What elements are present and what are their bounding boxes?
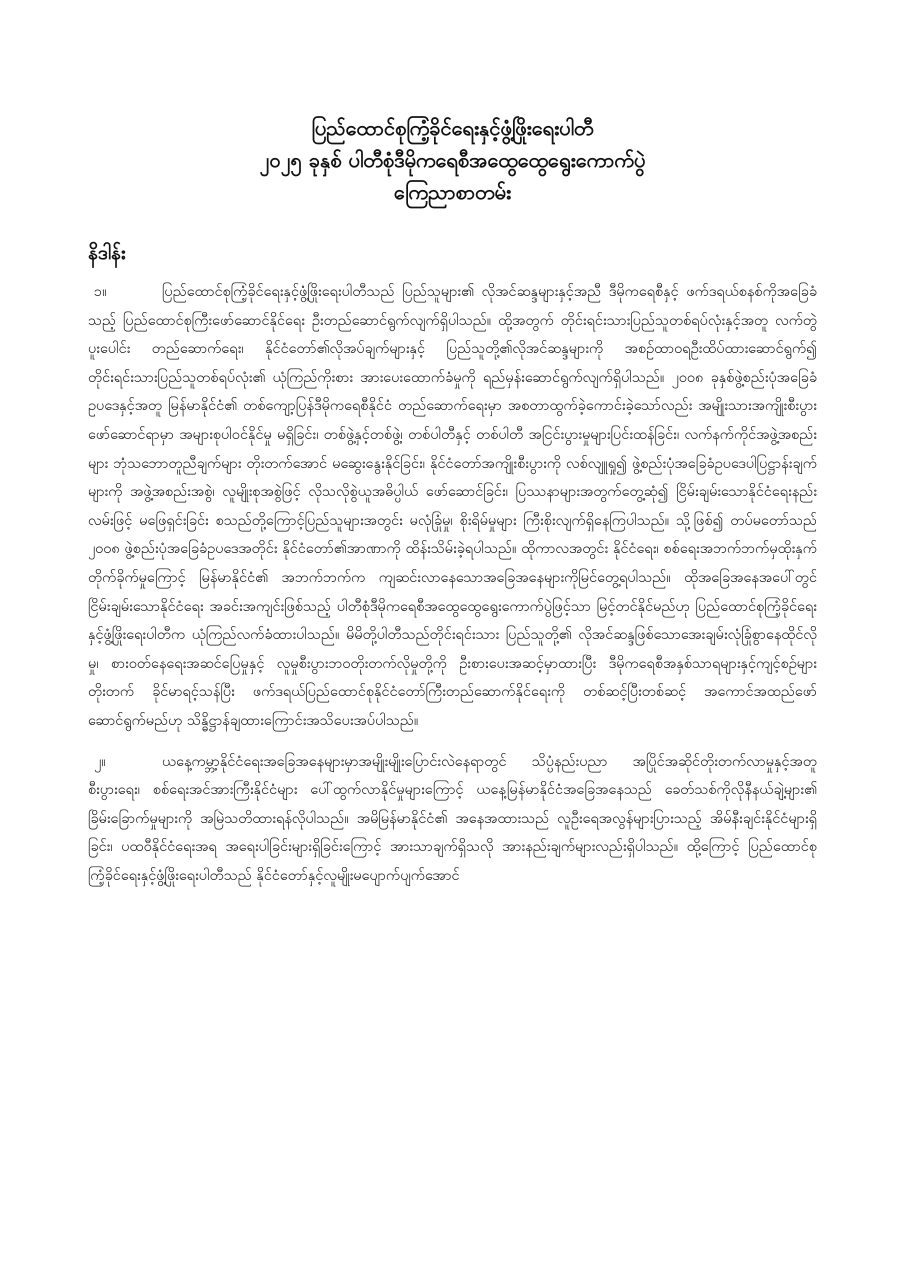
- paragraph-text: ယနေ့ကမ္ဘာ့နိုင်ငံရေးအခြေအနေများမှာအမျိုးမျိုးပြောင်းလဲနေရာတွင် သိပ္ပံနည်းပညာ အပြိုင်အဆိုင်တိုးတက်လာမှုနှင့်အတူ စီးပွားရေး၊ စစ်ရေးအင်အားကြီးနိုင်ငံများ ပေါ်ထွက်လာနိုင်မှုများကြောင့် ယနေ့မြန်မာနိုင်ငံအခြေအနေသည် ခေတ်သစ်ကိုလိုနီနယ်ချဲ့များ၏ ခြိမ်းခြောက်မှုများကို အမြဲသတိထားရန်လိုပါသည်။ အမိမြန်မာနိုင်ငံ၏ အနေအထားသည် လူဦးရေအလွန်များပြားသည့် အိမ်နီးချင်းနိုင်ငံများရှိခြင်း၊ ပထဝီနိုင်ငံရေးအရ အရေးပါခြင်းများရှိခြင်းကြောင့် အားသာချက်ရှိသလို အားနည်းချက်များလည်းရှိပါသည်။ ထို့ကြောင့် ပြည်ထောင်စုကြံ့ခိုင်ရေးနှင့်ဖွံ့ဖြိုးရေးပါတီသည် နိုင်ငံတော်နှင့်လူမျိုးမပျောက်ပျက်အောင်: [88, 753, 817, 884]
- document-title-block: [88, 112, 817, 208]
- paragraph-number: ၂။: [94, 753, 106, 770]
- paragraph-text: ပြည်ထောင်စုကြံ့ခိုင်ရေးနှင့်ဖွံ့ဖြိုးရေးပါတီသည် ပြည်သူများ၏ လိုအင်ဆန္ဒများနှင့်အညီ ဒီမိုကရေစီနှင့် ဖက်ဒရယ်စနစ်ကိုအခြေခံသည့် ပြည်ထောင်စုကြီးဖော်ဆောင်နိုင်ရေး ဦးတည်ဆောင်ရွက်လျက်ရှိပါသည်။ ထို့အတွက် တိုင်းရင်းသားပြည်သူတစ်ရပ်လုံးနှင့်အတူ လက်တွဲပူးပေါင်း တည်ဆောက်ရေး၊ နိုင်ငံတော်၏လိုအပ်ချက်များနှင့် ပြည်သူတို့၏လိုအင်ဆန္ဒများကို အစဉ်ထာဝရဦးထိပ်ထားဆောင်ရွက်၍ တိုင်းရင်းသားပြည်သူတစ်ရပ်လုံး၏ ယုံကြည်ကိုးစား အားပေးထောက်ခံမှုကို ရည်မှန်းဆောင်ရွက်လျက်ရှိပါသည်။ ၂၀၀၈ ခုနှစ်ဖွဲ့စည်းပုံအခြေခံဥပဒေနှင့်အတူ မြန်မာနိုင်ငံ၏ တစ်ကျော့ပြန်ဒီမိုကရေစီနိုင်ငံ တည်ဆောက်ရေးမှာ အစတာထွက်ခဲ့ကောင်းခဲ့သော်လည်း အမျိုးသားအကျိုးစီးပွားဖော်ဆောင်ရာမှာ အများစုပါဝင်နိုင်မှု မရှိခြင်း၊ တစ်ဖွဲ့နှင့်တစ်ဖွဲ့၊ တစ်ပါတီနှင့် တစ်ပါတီ အငြင်းပွားမှုများပြင်းထန်ခြင်း၊ လက်နက်ကိုင်အဖွဲ့အစည်းများ ဘုံသဘောတူညီချက်များ တိုးတက်အောင် မဆွေးနွေးနိုင်ခြင်း၊ နိုင်ငံတော်အကျိုးစီးပွားကို လစ်လျူရှု၍ ဖွဲ့စည်းပုံအခြေခံဥပဒေပါပြဋ္ဌာန်းချက်များကို အဖွဲ့အစည်းအစွဲ၊ လူမျိုးစုအစွဲဖြင့် လိုသလိုစွဲယူအဓိပ္ပါယ် ဖော်ဆောင်ခြင်း၊ ပြဿနာများအတွက်တွေ့ဆုံ၍ ငြိမ်းချမ်းသောနိုင်ငံရေးနည်းလမ်းဖြင့် မဖြေရှင်းခြင်း စသည်တို့ကြောင့်ပြည်သူများအတွင်း မလုံခြုံမှု၊ စိုးရိမ်မှုများ ကြီးစိုးလျက်ရှိနေကြပါသည်။ သို့ဖြစ်၍ တပ်မတော်သည် ၂၀၀၈ ဖွဲ့စည်းပုံအခြေခံဥပဒေအတိုင်း နိုင်ငံတော်၏အာဏာကို ထိန်းသိမ်းခဲ့ရပါသည်။ ထိုကာလအတွင်း နိုင်ငံရေး၊ စစ်ရေးအဘက်ဘက်မှထိုးနှက်တိုက်ခိုက်မှုကြောင့် မြန်မာနိုင်ငံ၏ အဘက်ဘက်က ကျဆင်းလာနေသောအခြေအနေများကိုမြင်တွေ့ရပါသည်။ ထိုအခြေအနေအပေါ်တွင် ငြိမ်းချမ်းသောနိုင်ငံရေး အခင်းအကျင်းဖြစ်သည့် ပါတီစုံဒီမိုကရေစီအထွေထွေရွေးကောက်ပွဲဖြင့်သာ မြင့်တင်နိုင်မည်ဟု ပြည်ထောင်စုကြံ့ခိုင်ရေးနှင့်ဖွံ့ဖြိုးရေးပါတီက ယုံကြည်လက်ခံထားပါသည်။ မိမိတို့ပါတီသည်တိုင်းရင်းသား ပြည်သူတို့၏ လိုအင်ဆန္ဒဖြစ်သောအေးချမ်းလုံခြုံစွာနေထိုင်လိုမှု၊ စားဝတ်နေရေးအဆင်ပြေမှုနှင့် လူမှုစီးပွားဘဝတိုးတက်လိုမှုတို့ကို ဦးစားပေးအဆင့်မှာထားပြီး ဒီမိုကရေစီအနှစ်သာရများနှင့်ကျင့်စဉ်များ တိုးတက် ခိုင်မာရင့်သန်ပြီး ဖက်ဒရယ်ပြည်ထောင်စုနိုင်ငံတော်ကြီးတည်ဆောက်နိုင်ရေးကို တစ်ဆင့်ပြီးတစ်ဆင့် အကောင်အထည်ဖော်ဆောင်ရွက်မည်ဟု သိန္ဓိဋ္ဌာန်ချထားကြောင်းအသိပေးအပ်ပါသည်။: [88, 284, 817, 729]
- election-title: ၂၀၂၅ ခုနှစ် ပါတီစုံဒီမိုကရေစီအထွေထွေရွေးကောက်ပွဲ: [259, 148, 646, 172]
- party-name-title: ပြည်ထောင်စုကြံ့ခိုင်ရေးနှင့်ဖွံ့ဖြိုးရေးပါတီ: [311, 116, 594, 140]
- manifesto-title: ကြေညာစာတမ်း: [393, 180, 512, 204]
- paragraph-1: [88, 278, 817, 736]
- paragraph-2: [88, 748, 817, 891]
- section-heading-introduction: နိဒါန်း: [88, 242, 126, 264]
- paragraph-number: ၁။: [94, 284, 107, 300]
